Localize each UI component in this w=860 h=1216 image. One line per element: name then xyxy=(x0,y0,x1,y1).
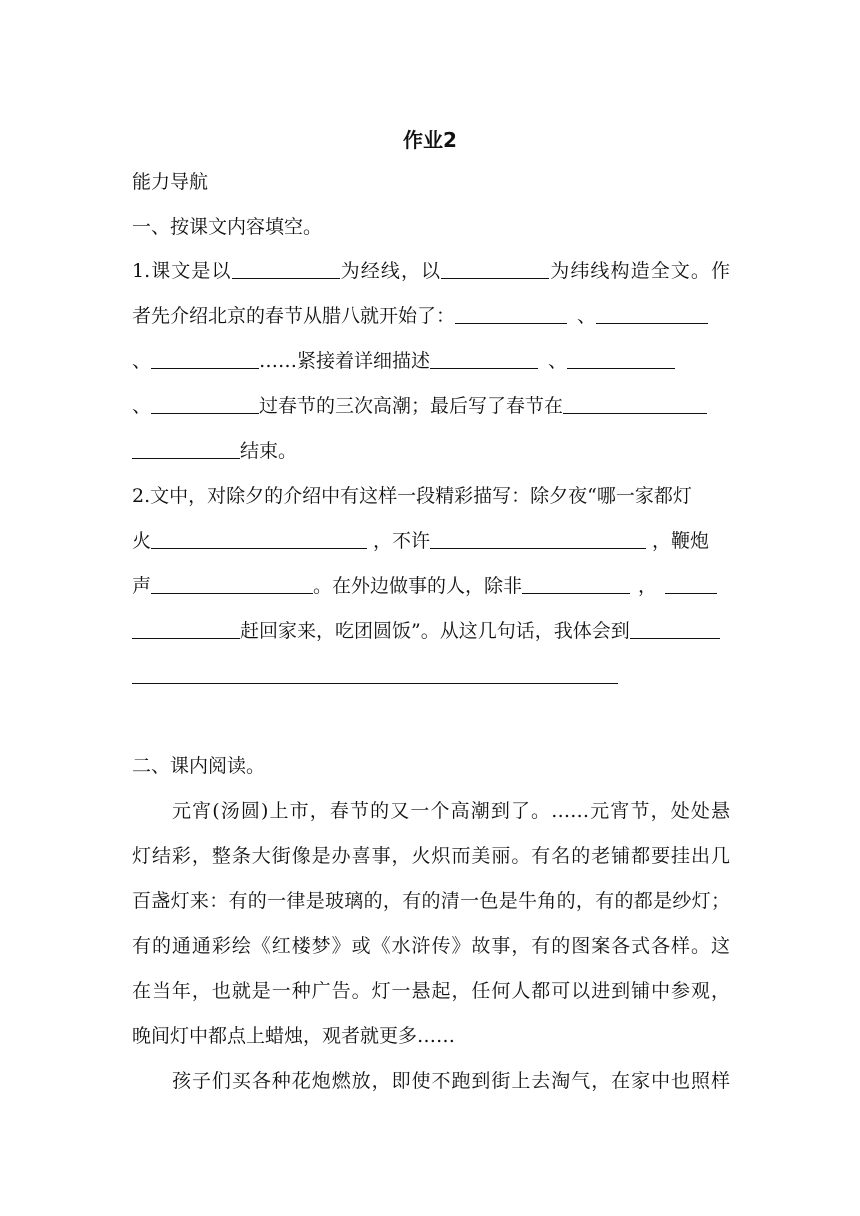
blank-field[interactable] xyxy=(132,440,240,459)
q2-text: 赶回家来，吃团圆饭”。从这几句话，我体会到 xyxy=(240,620,630,642)
blank-field[interactable] xyxy=(630,620,720,639)
blank-field[interactable] xyxy=(596,305,708,324)
blank-field[interactable] xyxy=(151,530,367,549)
passage-line: 晚间灯中都点上蜡烛，观者就更多…… xyxy=(132,1025,456,1047)
blank-field[interactable] xyxy=(665,575,717,594)
blank-field[interactable] xyxy=(441,260,549,279)
q1-line-4 xyxy=(132,394,730,418)
q2-line-5 xyxy=(132,664,730,688)
q1-text: 、 xyxy=(132,395,152,417)
blank-field[interactable] xyxy=(132,665,618,684)
blank-field[interactable] xyxy=(232,260,340,279)
blank-field[interactable] xyxy=(151,350,259,369)
blank-field[interactable] xyxy=(455,305,567,324)
q2-text: ，不许 xyxy=(373,530,431,552)
blank-field[interactable] xyxy=(522,575,630,594)
blank-field[interactable] xyxy=(132,620,240,639)
page-title: 作业2 xyxy=(403,128,457,152)
q1-line-1 xyxy=(132,259,730,283)
blank-field[interactable] xyxy=(567,350,675,369)
passage-line: 孩子们买各种花炮燃放，即使不跑到街上去淘气，在家中也照样 xyxy=(172,1070,730,1092)
passage-line: 有的通通彩绘《红楼梦》或《水浒传》故事，有的图案各式各样。这 xyxy=(132,935,730,957)
q1-text: 为纬线构造全文。作 xyxy=(549,260,730,282)
q1-text: ……紧接着详细描述 xyxy=(259,350,431,372)
blank-field[interactable] xyxy=(430,530,646,549)
q2-line-4 xyxy=(132,619,730,643)
q2-text: ， xyxy=(638,575,658,597)
q2-text: 。在外边做事的人，除非 xyxy=(313,575,523,597)
q1-text: 1.课文是以 xyxy=(132,260,232,282)
q2-line-3 xyxy=(132,574,730,598)
q2-line-1: 2.文中，对除夕的介绍中有这样一段精彩描写：除夕夜“哪一家都灯 xyxy=(132,485,692,507)
q1-text: 、 xyxy=(132,350,152,372)
section-guide: 能力导航 xyxy=(132,171,209,193)
q1-text: 、 xyxy=(548,350,568,372)
blank-field[interactable] xyxy=(151,575,313,594)
q2-text: 火 xyxy=(132,530,152,552)
q1-text: 、 xyxy=(577,305,597,327)
q2-text: ，鞭炮 xyxy=(652,530,710,552)
q1-text: 者先介绍北京的春节从腊八就开始了： xyxy=(132,305,456,327)
q1-line-2 xyxy=(132,304,730,328)
q1-text: 过春节的三次高潮；最后写了春节在 xyxy=(259,395,564,417)
q1-text: 为经线，以 xyxy=(339,260,442,282)
q2-text: 声 xyxy=(132,575,152,597)
part1-heading: 一、按课文内容填空。 xyxy=(132,216,323,238)
blank-field[interactable] xyxy=(151,395,259,414)
blank-field[interactable] xyxy=(563,395,707,414)
passage-line: 元宵(汤圆)上市，春节的又一个高潮到了。……元宵节，处处悬 xyxy=(172,800,730,822)
blank-field[interactable] xyxy=(430,350,538,369)
q1-line-5 xyxy=(132,439,730,463)
q2-line-2 xyxy=(132,529,730,553)
q1-line-3 xyxy=(132,349,730,373)
passage-line: 百盏灯来：有的一律是玻璃的，有的清一色是牛角的，有的都是纱灯； xyxy=(132,890,730,912)
passage-line: 在当年，也就是一种广告。灯一悬起，任何人都可以进到铺中参观， xyxy=(132,980,730,1002)
passage-line: 灯结彩，整条大街像是办喜事，火炽而美丽。有名的老铺都要挂出几 xyxy=(132,845,730,867)
part2-heading: 二、课内阅读。 xyxy=(132,755,266,777)
q1-text: 结束。 xyxy=(240,440,298,462)
